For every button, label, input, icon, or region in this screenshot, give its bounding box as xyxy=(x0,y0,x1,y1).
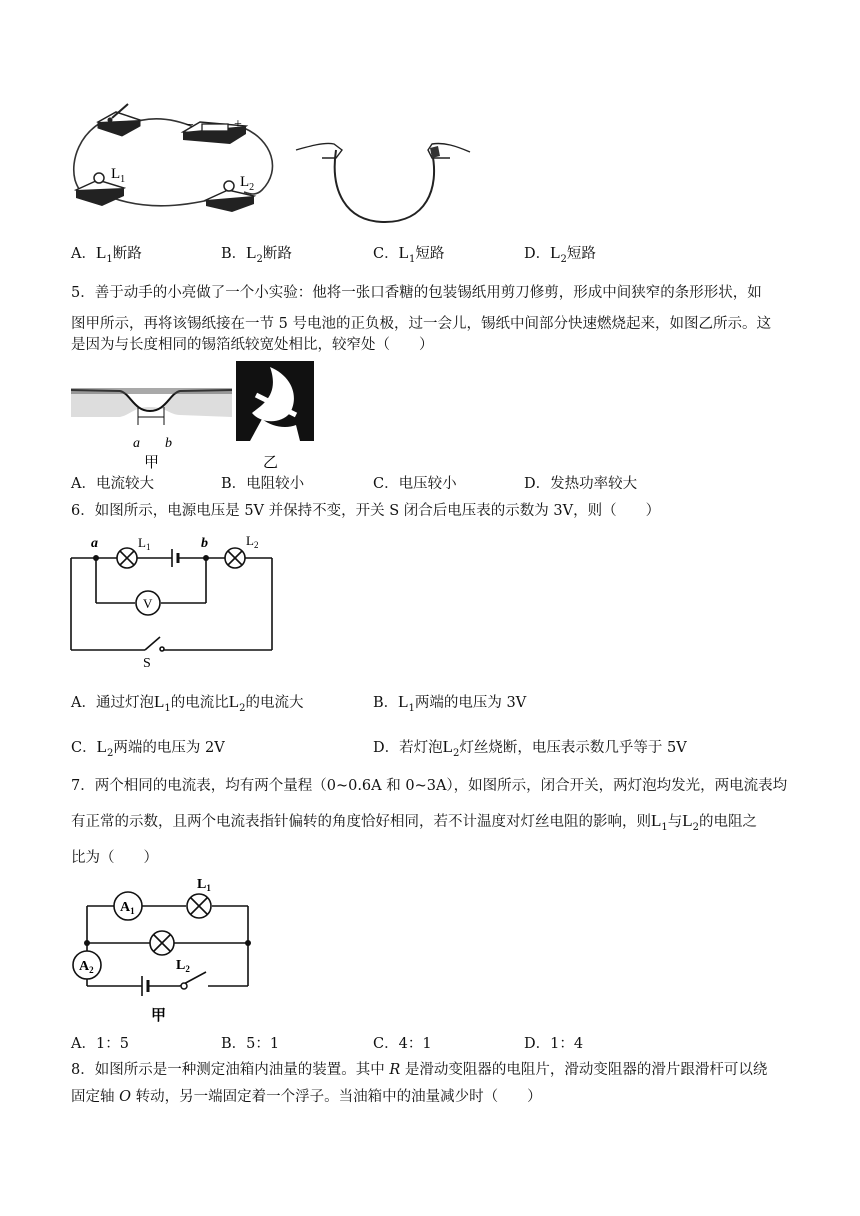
q7-option-a[interactable]: A．1：5 xyxy=(71,1036,129,1052)
q4-battery-minus: − xyxy=(186,118,194,133)
q4-battery-plus: + xyxy=(234,117,242,132)
q6-option-a[interactable]: A．通过灯泡$L_1$的电流比$L_2$的电流大 xyxy=(71,692,304,714)
q6-option-b[interactable]: B．$L_1$两端的电压为 3V xyxy=(373,692,527,714)
q7-option-c[interactable]: C．4：1 xyxy=(373,1036,432,1052)
q6-option-d[interactable]: D．若灯泡$L_2$灯丝烧断，电压表示数几乎等于 5V xyxy=(373,737,687,759)
q4-option-b[interactable]: B．$L_2$断路 xyxy=(221,243,292,265)
q4-option-d[interactable]: D．$L_2$短路 xyxy=(524,243,596,265)
q8-stem-line-1: 8．如图所示是一种测定油箱内油量的装置。其中 R 是滑动变阻器的电阻片，滑动变阻器的滑片跟滑杆可以绕 xyxy=(71,1062,768,1078)
q7-stem-line-3: 比为（ ） xyxy=(71,850,158,866)
q5-label-jia: 甲 xyxy=(144,455,160,471)
q5-option-a[interactable]: A．电流较大 xyxy=(71,476,154,492)
q5-stem-line-3: 是因为与长度相同的锡箔纸较宽处相比，较窄处（ ） xyxy=(71,337,434,353)
q5-stem-line-1: 5．善于动手的小亮做了一个小实验：他将一张口香糖的包装锡纸用剪刀修剪，形成中间狭窄的条形形状，如 xyxy=(71,285,762,301)
q8-stem-line-2: 固定轴 O 转动，另一端固定着一个浮子。当油箱中的油量减少时（ ） xyxy=(71,1089,542,1105)
q4-option-a[interactable]: A．$L_1$断路 xyxy=(71,243,142,265)
q7-option-d[interactable]: D．1：4 xyxy=(524,1036,584,1052)
q6-stem: 6．如图所示，电源电压是 5V 并保持不变，开关 S 闭合后电压表的示数为 3V，则（ ） xyxy=(71,503,661,519)
q5-label-yi: 乙 xyxy=(263,455,279,471)
q7-stem-line-2: 有正常的示数，且两个电流表指针偏转的角度恰好相同，若不计温度对灯丝电阻的影响，则$L_1$与$L_2$的电阻之 xyxy=(71,811,758,833)
q5-stem-line-2: 图甲所示，再将该锡纸接在一节 5 号电池的正负极，过一会儿，锡纸中间部分快速燃烧起来，如图乙所示。这 xyxy=(71,316,771,332)
q7-stem-line-1: 7．两个相同的电流表，均有两个量程（0~0.6A 和 0~3A），如图所示，闭合开关，两灯泡均发光，两电流表均 xyxy=(71,778,788,794)
q5-option-d[interactable]: D．发热功率较大 xyxy=(524,476,638,492)
q5-label-a: a xyxy=(133,436,140,451)
q6-circuit-figure xyxy=(0,525,860,675)
q4-l2-label: $L_2$ xyxy=(240,174,255,193)
q7-l1-label: $L_1$ xyxy=(197,877,211,893)
q6-label-l2: $L_2$ xyxy=(246,533,259,550)
q6-option-c[interactable]: C．$L_2$两端的电压为 2V xyxy=(71,737,225,759)
q7-l2-label: $L_2$ xyxy=(176,958,190,974)
q4-l1-label: $L_1$ xyxy=(111,166,126,185)
q7-circuit-figure xyxy=(0,868,860,1028)
q5-tinfoil-figure xyxy=(0,355,860,475)
q5-option-c[interactable]: C．电压较小 xyxy=(373,476,457,492)
q7-option-b[interactable]: B．5：1 xyxy=(221,1036,280,1052)
q6-label-b: b xyxy=(201,536,208,551)
q5-option-b[interactable]: B．电阻较小 xyxy=(221,476,305,492)
q4-circuit-figure xyxy=(0,0,860,240)
q4-option-c[interactable]: C．$L_1$短路 xyxy=(373,243,445,265)
q7-label-jia: 甲 xyxy=(151,1008,167,1024)
q7-ammeter-a1-label: $A_1$ xyxy=(120,900,135,916)
q6-voltmeter-label: V xyxy=(143,596,153,611)
q7-ammeter-a2-label: $A_2$ xyxy=(79,959,94,975)
q5-label-b: b xyxy=(165,436,172,451)
q6-label-a: a xyxy=(91,536,98,551)
q6-label-l1: $L_1$ xyxy=(138,535,151,552)
q6-switch-label: S xyxy=(143,656,151,671)
